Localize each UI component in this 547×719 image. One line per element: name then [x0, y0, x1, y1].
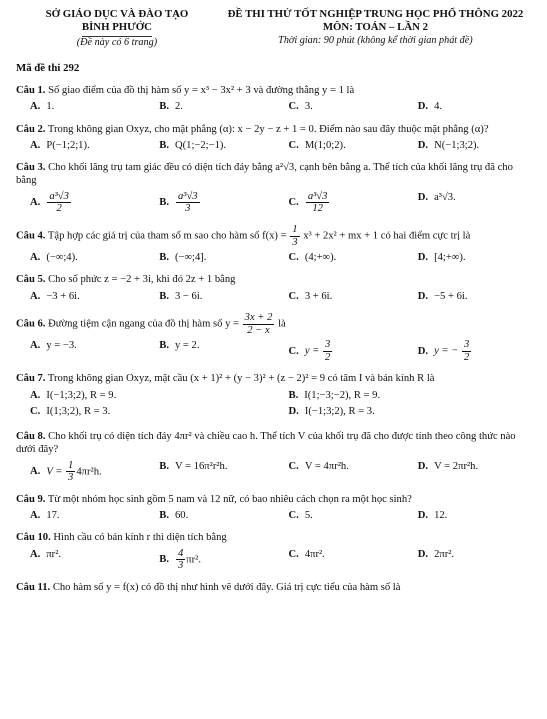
option-letter: C. [288, 460, 299, 472]
option-letter: C. [288, 197, 299, 209]
option-letter: A. [30, 101, 41, 113]
question-8 [16, 430, 533, 484]
option-text: 3. [304, 101, 313, 113]
option-letter: B. [159, 252, 169, 264]
option-letter: A. [30, 139, 41, 151]
answer-option-d[interactable] [404, 290, 533, 303]
answer-option-a[interactable] [16, 460, 145, 484]
option-letter: A. [30, 252, 41, 264]
answer-option-d[interactable] [404, 339, 533, 363]
option-letter: B. [159, 460, 169, 472]
question-text: Cho khối lăng trụ tam giác đều có diện tích đáy bằng a²√3, cạnh bên bằng a. Thể tích của khối lăng trụ đã cho bằng [16, 162, 513, 187]
option-text: V = 16π²r²h. [174, 460, 228, 472]
option-text: Q(1;−2;−1). [174, 139, 227, 151]
fraction [66, 460, 75, 484]
answer-option-c[interactable] [275, 290, 404, 303]
fraction [176, 548, 185, 572]
answer-option-d[interactable] [404, 460, 533, 484]
question-9 [16, 493, 533, 522]
header-left [16, 8, 218, 50]
answer-option-d[interactable] [404, 509, 533, 522]
answer-option-c[interactable] [275, 460, 404, 484]
answer-options [16, 191, 533, 215]
option-text: I(1;3;2), R = 3. [46, 405, 111, 417]
answer-option-c[interactable] [275, 509, 404, 522]
denominator: 3 [292, 236, 298, 248]
option-letter: A. [30, 510, 41, 522]
question-6 [16, 312, 533, 364]
answer-options [16, 339, 533, 363]
denominator: 2 [324, 351, 331, 363]
option-text: P(−1;2;1). [46, 139, 90, 151]
answer-option-b[interactable] [145, 460, 274, 484]
answer-options [16, 460, 533, 484]
option-letter: D. [417, 510, 429, 522]
option-text: y = 2. [174, 340, 200, 352]
option-text: I(1;−3;−2), R = 9. [304, 389, 381, 401]
answer-option-a[interactable] [16, 139, 145, 152]
numerator: 3 [464, 339, 470, 351]
answer-option-b[interactable] [145, 100, 274, 113]
answer-option-c[interactable] [275, 191, 404, 215]
option-text: −5 + 6i. [434, 290, 468, 302]
option-letter: D. [417, 101, 429, 113]
question-number: Câu 2. [16, 123, 46, 135]
question-text: Cho khối trụ có diện tích đáy 4πr² và chiều cao h. Thể tích V của khối trụ đã cho được tính theo công thức nào dưới đây? [16, 431, 516, 456]
header-right [218, 8, 533, 50]
option-text: N(−1;3;2). [434, 139, 480, 151]
answer-option-d[interactable] [404, 251, 533, 264]
numerator: 4 [177, 547, 184, 559]
option-letter: B. [288, 389, 299, 401]
answer-option-a[interactable] [16, 290, 145, 303]
answer-option-b[interactable] [145, 290, 274, 303]
question-number: Câu 5. [16, 274, 46, 286]
answer-option-d[interactable] [275, 405, 534, 418]
numerator: a³√3 [49, 190, 69, 202]
question-7 [16, 372, 533, 421]
option-text: 17. [46, 510, 60, 522]
option-letter: C. [288, 139, 299, 151]
page-count-note: (Đề này có 6 trang) [76, 36, 158, 48]
subject-line: MÔN: TOÁN – LẦN 2 [322, 21, 429, 34]
question-text: Số giao điểm của đồ thị hàm số y = x³ − 3x² + 3 và đường thẳng y = 1 là [48, 85, 355, 97]
option-prefix: y = − [434, 345, 459, 357]
question-3 [16, 161, 533, 215]
option-letter: D. [288, 405, 299, 417]
option-letter: B. [159, 510, 169, 522]
answer-options [16, 548, 533, 572]
option-letter: A. [30, 197, 41, 209]
question-text-end: là [278, 318, 286, 330]
exam-title: ĐỀ THI THỬ TỐT NGHIỆP TRUNG HỌC PHỔ THÔNG 2022 [227, 8, 524, 20]
question-text-start: Đường tiệm cận ngang của đồ thị hàm số y = [48, 318, 239, 330]
exam-code: Mã đề thi 292 [16, 61, 80, 74]
option-text: (−∞;4]. [174, 252, 207, 264]
denominator: 2 [56, 203, 62, 215]
option-text: 5. [304, 510, 313, 522]
answer-option-b[interactable] [145, 191, 274, 215]
question-number: Câu 4. [16, 230, 46, 242]
question-4 [16, 224, 533, 265]
duration-line: Thời gian: 90 phút (không kể thời gian phát đề) [278, 34, 473, 46]
denominator: 3 [68, 472, 74, 484]
option-text: V = 4πr²h. [304, 460, 349, 472]
answer-option-a[interactable] [16, 191, 145, 215]
question-number: Câu 8. [16, 431, 46, 443]
option-letter: D. [417, 290, 429, 302]
option-text: 1. [46, 101, 55, 113]
option-letter: B. [159, 197, 169, 209]
option-letter: C. [30, 405, 41, 417]
denominator: 2 − x [247, 324, 270, 336]
answer-option-b[interactable] [145, 139, 274, 152]
option-text: 3 − 6i. [174, 290, 203, 302]
answer-option-b[interactable] [145, 509, 274, 522]
option-text: 60. [174, 510, 189, 522]
option-text: 3 + 6i. [304, 290, 333, 302]
answer-option-c[interactable] [16, 405, 275, 418]
fraction [323, 339, 332, 363]
denominator: 3 [177, 560, 184, 572]
question-text: Cho số phức z = −2 + 3i, khi đó 2z + 1 bằng [48, 274, 236, 286]
answer-option-a[interactable] [16, 509, 145, 522]
option-text: [4;+∞). [434, 252, 466, 264]
question-number: Câu 1. [16, 85, 46, 97]
exam-header [16, 8, 533, 50]
question-text-start: Tập hợp các giá trị của tham số m sao cho hàm số f(x) = [47, 230, 287, 242]
option-prefix: V = [46, 466, 63, 478]
answer-option-a[interactable] [16, 389, 275, 402]
answer-option-a[interactable] [16, 339, 145, 363]
option-letter: D. [417, 548, 429, 560]
question-5 [16, 273, 533, 302]
option-letter: D. [417, 345, 429, 357]
option-text: M(1;0;2). [304, 139, 346, 151]
answer-options [16, 139, 533, 152]
option-letter: A. [30, 340, 41, 352]
question-number: Câu 3. [16, 162, 46, 174]
question-number: Câu 9. [16, 493, 46, 505]
answer-option-b[interactable] [275, 389, 534, 402]
question-11 [16, 581, 533, 594]
answer-option-a[interactable] [16, 548, 145, 572]
option-text: I(−1;3;2), R = 3. [304, 405, 375, 417]
option-letter: A. [30, 290, 41, 302]
option-text: 4. [434, 101, 443, 113]
numerator: 3 [324, 339, 331, 351]
answer-options [16, 389, 533, 421]
answer-option-d[interactable] [404, 191, 533, 215]
question-2 [16, 123, 533, 152]
option-letter: B. [159, 101, 169, 113]
option-letter: C. [288, 548, 299, 560]
numerator: a³√3 [177, 190, 198, 202]
option-letter: C. [288, 290, 299, 302]
numerator: 3x + 2 [244, 311, 273, 323]
option-letter: A. [30, 548, 41, 560]
department-name: SỞ GIÁO DỤC VÀ ĐÀO TẠO [45, 8, 189, 20]
question-text-end: x³ + 2x² + mx + 1 có hai điểm cực trị là [303, 230, 471, 242]
fraction [306, 191, 330, 215]
question-text: Trong không gian Oxyz, mặt cầu (x + 1)² + (y − 3)² + (z − 2)² = 9 có tâm I và bán kính R là [47, 373, 435, 385]
option-letter: C. [288, 345, 299, 357]
question-text: Từ một nhóm học sinh gồm 5 nam và 12 nữ, có bao nhiêu cách chọn ra một học sinh? [47, 493, 412, 505]
answer-option-c[interactable] [275, 139, 404, 152]
denominator: 2 [464, 351, 470, 363]
numerator: 1 [292, 223, 298, 235]
option-letter: D. [417, 252, 429, 264]
option-letter: C. [288, 101, 299, 113]
option-text: πr². [46, 548, 62, 560]
question-1 [16, 84, 533, 113]
option-text: I(−1;3;2), R = 9. [46, 389, 117, 401]
answer-option-d[interactable] [404, 139, 533, 152]
option-suffix: 4πr²h. [76, 466, 102, 478]
option-text: V = 2πr²h. [434, 460, 479, 472]
answer-option-d[interactable] [404, 100, 533, 113]
option-text: 4πr². [304, 548, 325, 560]
option-letter: B. [159, 554, 169, 566]
fraction [47, 191, 71, 215]
answer-option-d[interactable] [404, 548, 533, 572]
answer-option-b[interactable] [145, 251, 274, 264]
question-list [16, 84, 533, 594]
question-text: Hình cầu có bán kính r thì diện tích bằng [53, 532, 227, 544]
answer-option-c[interactable] [275, 251, 404, 264]
option-prefix: y = [304, 345, 320, 357]
answer-option-c[interactable] [275, 548, 404, 572]
option-letter: C. [288, 510, 299, 522]
question-number: Câu 6. [16, 318, 46, 330]
answer-option-a[interactable] [16, 100, 145, 113]
question-10 [16, 531, 533, 572]
answer-option-b[interactable] [145, 339, 274, 363]
denominator: 3 [185, 203, 191, 215]
answer-options [16, 509, 533, 522]
question-text: Cho hàm số y = f(x) có đồ thị như hình vẽ dưới đây. Giá trị cực tiểu của hàm số là [52, 581, 401, 593]
option-letter: B. [159, 340, 169, 352]
province-name: BÌNH PHƯỚC [81, 21, 152, 34]
fraction [290, 224, 299, 248]
fraction [176, 191, 200, 215]
option-text: y = −3. [46, 340, 77, 352]
answer-option-c[interactable] [275, 100, 404, 113]
option-text: 12. [434, 510, 448, 522]
option-letter: B. [159, 139, 169, 151]
option-text: (−∞;4). [46, 252, 78, 264]
question-text: Trong không gian Oxyz, cho mặt phẳng (α): x − 2y − z + 1 = 0. Điểm nào sau đây thuộc mặt phẳng (α)? [47, 123, 489, 135]
option-letter: D. [417, 460, 429, 472]
option-text: −3 + 6i. [46, 290, 80, 302]
numerator: 1 [68, 459, 74, 471]
option-suffix: πr². [186, 554, 201, 566]
fraction [243, 312, 275, 336]
option-text: (4;+∞). [304, 252, 337, 264]
answer-options [16, 100, 533, 113]
option-letter: B. [159, 290, 169, 302]
denominator: 12 [312, 203, 323, 215]
option-text: a³√3. [434, 191, 456, 203]
question-number: Câu 11. [16, 581, 51, 593]
option-letter: A. [30, 466, 41, 478]
option-letter: C. [288, 252, 299, 264]
answer-options [16, 251, 533, 264]
fraction [462, 339, 471, 363]
numerator: a³√3 [307, 190, 328, 202]
answer-option-c[interactable] [275, 339, 404, 363]
answer-option-b[interactable] [145, 548, 274, 572]
answer-option-a[interactable] [16, 251, 145, 264]
option-text: 2. [174, 101, 183, 113]
question-number: Câu 10. [16, 532, 51, 544]
option-letter: D. [417, 139, 429, 151]
option-letter: A. [30, 389, 41, 401]
option-letter: D. [417, 191, 429, 203]
question-number: Câu 7. [16, 373, 46, 385]
option-text: 2πr². [434, 548, 455, 560]
answer-options [16, 290, 533, 303]
